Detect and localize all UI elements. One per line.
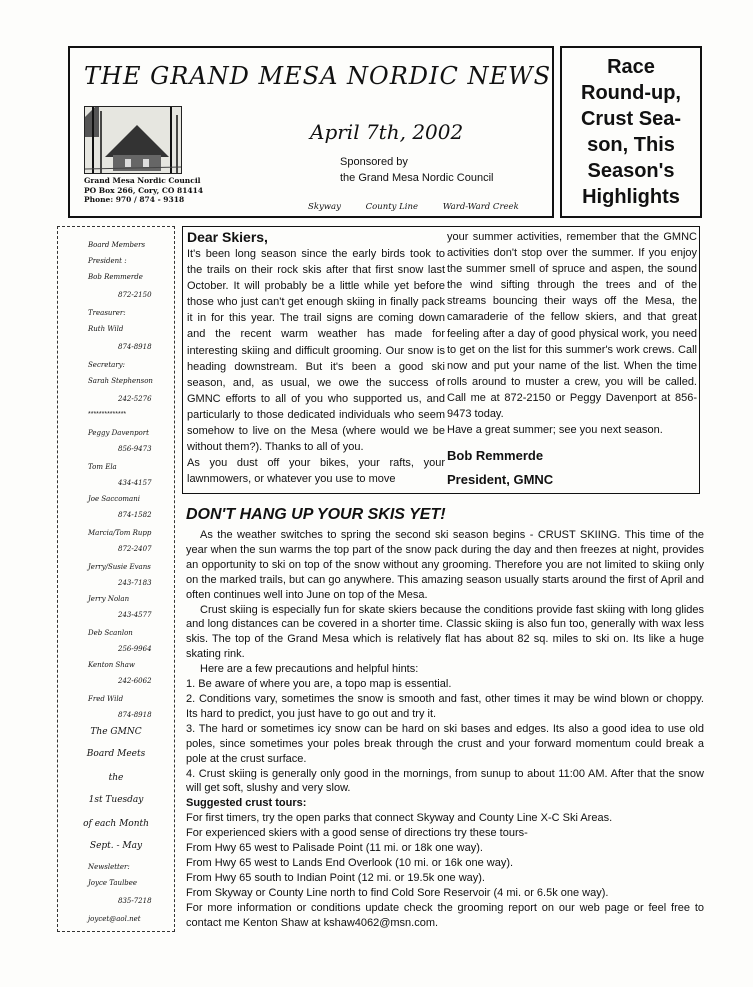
area-skyway: Skyway — [308, 202, 341, 212]
member-phone: 874-8918 — [118, 343, 152, 351]
member-name: Marcia/Tom Rupp — [88, 529, 152, 537]
article-paragraph: Here are a few precautions and helpful hints: — [200, 663, 419, 676]
member-phone: 242-6062 — [118, 677, 152, 685]
meeting-line: of each Month — [83, 819, 149, 829]
tour-item: For first timers, try the open parks that connect Skyway and County Line X-C Ski Areas. — [186, 812, 613, 825]
member-name: Jerry Nolan — [88, 595, 130, 603]
member-phone: 872-2407 — [118, 545, 152, 553]
area-county-line: County Line — [365, 202, 418, 212]
newsletter-title: THE GRAND MESA NORDIC NEWS — [84, 62, 552, 90]
member-phone: 856-9473 — [118, 445, 152, 453]
newsletter-phone: 835-7218 — [118, 897, 152, 905]
member-name: Fred Wild — [88, 695, 124, 703]
article-paragraph: As the weather switches to spring the second ski season begins - CRUST SKIING. This time of the year when the sun warms the top part of the snow pack during the day and then freezes at night, provides an opportunity to ski on top of the snow without any grooming. Therefore you are not limited to skiing only on the marked trails, but can go anywhere. This amazing season usually starts around the first of April and often continues well into June on top of the Mesa. — [186, 529, 704, 601]
hint-item: 2. Conditions vary, sometimes the snow is smooth and fast, other times it may be wind blown or choppy. Its hard to predict, you just have to go out and try it. — [186, 692, 704, 720]
article-title: DON'T HANG UP YOUR SKIS YET! — [186, 506, 446, 523]
newsletter-label: Newsletter: — [88, 863, 130, 871]
tour-item: From Skyway or County Line north to find Cold Sore Reservoir (4 mi. or 6.5k one way). — [186, 886, 609, 899]
sponsor-block: Sponsored by the Grand Mesa Nordic Council — [340, 156, 494, 184]
letter-paragraph: As you dust off your bikes, your rafts, your lawnmowers, or whatever you use to move — [187, 457, 445, 486]
newsletter-editor: Joyce Taulbee — [88, 879, 138, 887]
hint-item: 4. Crust skiing is generally only good in the mornings, from sunup to about 11:00 AM. After that the snow will get soft, slushy and very slow. — [186, 767, 704, 795]
member-name: Kenton Shaw — [88, 661, 135, 669]
letter-paragraph: Have a great summer; see you next season. — [447, 424, 663, 437]
signature-name: Bob Remmerde — [447, 448, 544, 464]
president-label: President : — [88, 257, 127, 265]
member-phone: 874-1582 — [118, 511, 152, 519]
article-paragraph: Crust skiing is especially fun for skate skiers because the conditions provide fast skiing with long glides and long distances can be covered in a shorter time. Classic skiing is also fun too, generally with wax less skis. The top of the Grand Mesa which is relatively flat has about 82 sq. miles to ski on. Its like a huge skating rink. — [186, 603, 704, 661]
member-name: Joe Saccomani — [88, 495, 140, 503]
cabin-logo-image — [84, 106, 182, 174]
meeting-line: the — [108, 773, 124, 783]
highlights-text: Race Round-up, Crust Sea- son, This Season's Highlights — [580, 56, 682, 208]
ski-areas — [308, 202, 541, 212]
area-ward-creek: Ward-Ward Creek — [442, 202, 519, 212]
letter-paragraph: It's been long season since the early birds took to the trails on their rock skis after that first snow last October. It will probably be a little while yet before those who just can't get enough skiing in finally pack it in for this year. The trail signs are coming down and the recent warm weather has made for interesting skiing and difficult grooming. Our snow is heading downstream. But it's been a good ski season, and, as usual, we owe the success of GMNC efforts to all of you who supported us, and particularly to those dedicated individuals who seem somehow to live on the Mesa (where would we be without them?). Thanks to all of you. — [187, 248, 445, 454]
member-phone: 874-8918 — [118, 711, 152, 719]
letter-heading: Dear Skiers, — [187, 229, 268, 245]
sidebar-separator: ************** — [88, 411, 127, 418]
member-name: Ruth Wild — [88, 325, 124, 333]
meeting-line: 1st Tuesday — [88, 795, 144, 805]
letter-left-column — [187, 229, 445, 487]
treasurer-label: Treasurer: — [88, 309, 126, 317]
newsletter-email: joycet@aol.net — [88, 915, 141, 923]
cabin-illustration-icon — [85, 107, 181, 173]
member-phone: 243-4577 — [118, 611, 152, 619]
tour-item: For more information or conditions update check the grooming report on our web page or feel free to contact me Kenton Shaw at kshaw4062@msn.com. — [186, 901, 704, 929]
member-name: Sarah Stephenson — [88, 377, 153, 385]
signature-title: President, GMNC — [447, 472, 554, 488]
highlights-box — [560, 46, 702, 218]
member-name: Deb Scanlon — [88, 629, 133, 637]
meeting-line: Sept. - May — [89, 841, 143, 851]
tour-item: From Hwy 65 west to Palisade Point (11 mi. or 18k one way). — [186, 842, 483, 855]
crust-skiing-article — [186, 528, 704, 930]
letter-paragraph: your summer activities, remember that the GMNC activities don't stop over the summer. If you enjoy the summer smell of spruce and aspen, the sound the wind sifting through the trees and of the streams bouncing their ways off the Mesa, the camaraderie of the fellow skiers, and that great feeling after a day of good physical work, you need to get on the list for this summer's work crews. Call now and put your name of the list. When the time rolls around to muster a crew, you will be called. Call me at 872-2150 or Peggy Davenport at 856-9473 today. — [447, 231, 697, 421]
issue-date: April 7th, 2002 — [310, 120, 464, 144]
hint-item: 3. The hard or sometimes icy snow can be hard on ski bases and edges. Its also a good idea to use old poles, since sometimes your poles break through the crust and your forward momentum could break a pole at the crust surface. — [186, 722, 704, 765]
tour-item: For experienced skiers with a good sense of directions try these tours- — [186, 827, 528, 840]
meeting-line: The GMNC — [90, 727, 142, 737]
member-phone: 256-9964 — [118, 645, 152, 653]
secretary-label: Secretary: — [88, 361, 125, 369]
board-members-sidebar — [57, 226, 175, 932]
member-name: Bob Remmerde — [88, 273, 143, 281]
member-phone: 243-7183 — [118, 579, 152, 587]
member-phone: 242-5276 — [118, 395, 152, 403]
hint-item: 1. Be aware of where you are, a topo map is essential. — [186, 678, 452, 691]
member-name: Jerry/Susie Evans — [88, 563, 151, 571]
tours-heading: Suggested crust tours: — [186, 797, 307, 810]
tour-item: From Hwy 65 west to Lands End Overlook (10 mi. or 16k one way). — [186, 856, 514, 869]
council-address: Grand Mesa Nordic Council PO Box 266, Cory, CO 81414 Phone: 970 / 874 - 9318 — [84, 176, 204, 204]
member-name: Tom Ela — [88, 463, 117, 471]
masthead — [68, 46, 554, 218]
tour-item: From Hwy 65 south to Indian Point (12 mi. or 19.5k one way). — [186, 871, 485, 884]
member-name: Peggy Davenport — [88, 429, 149, 437]
meeting-line: Board Meets — [86, 749, 146, 759]
member-phone: 434-4157 — [118, 479, 152, 487]
member-phone: 872-2150 — [118, 291, 152, 299]
letter-right-column — [447, 229, 697, 490]
board-members-heading: Board Members — [88, 241, 146, 249]
president-letter — [182, 226, 700, 494]
